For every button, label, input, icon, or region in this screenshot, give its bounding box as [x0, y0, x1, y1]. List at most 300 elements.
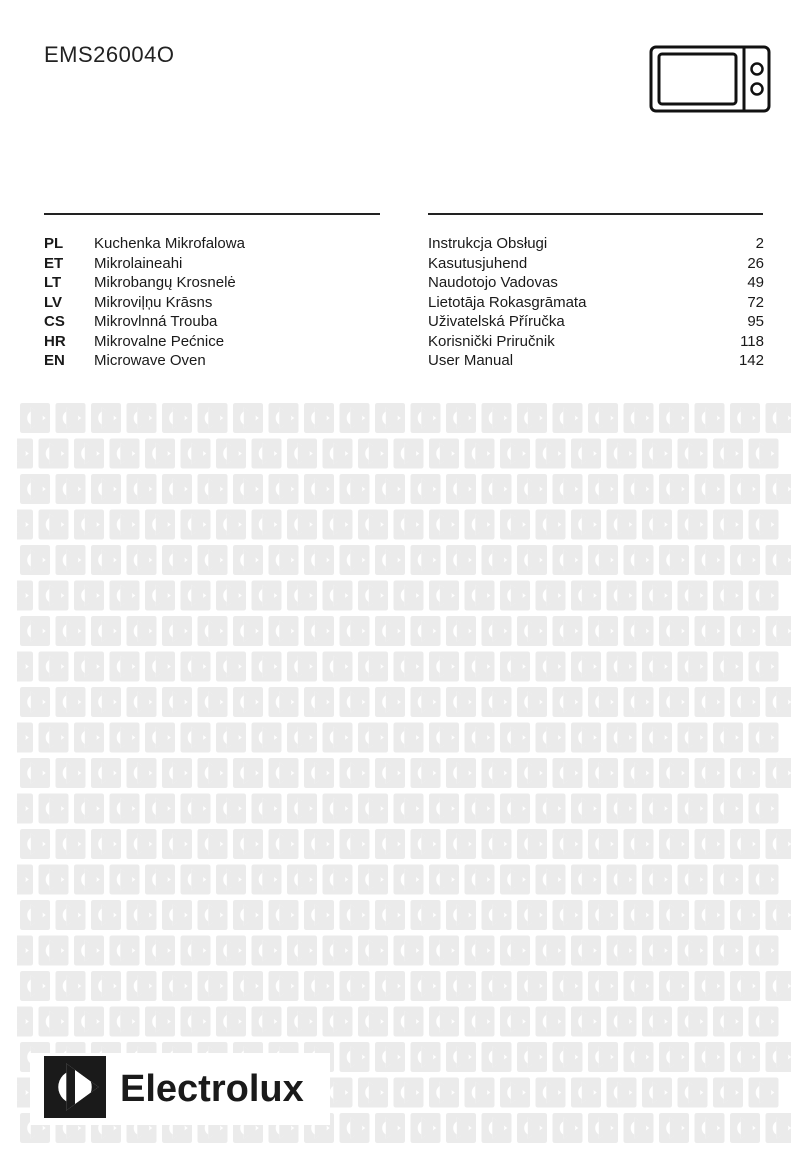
electrolux-symbol-icon [766, 1113, 792, 1143]
electrolux-symbol-icon [713, 936, 743, 966]
electrolux-symbol-icon [91, 829, 121, 859]
electrolux-symbol-icon [39, 439, 69, 469]
electrolux-symbol-icon [127, 474, 157, 504]
electrolux-symbol-icon [323, 581, 353, 611]
electrolux-symbol-icon [446, 758, 476, 788]
electrolux-symbol-icon [375, 616, 405, 646]
electrolux-symbol-icon [323, 936, 353, 966]
electrolux-symbol-icon [749, 439, 779, 469]
electrolux-symbol-icon [624, 687, 654, 717]
electrolux-symbol-icon [465, 794, 495, 824]
language-row [0, 351, 808, 371]
electrolux-symbol-icon [287, 581, 317, 611]
electrolux-symbol-icon [482, 403, 512, 433]
electrolux-symbol-icon [482, 1042, 512, 1072]
electrolux-symbol-icon [181, 723, 211, 753]
electrolux-symbol-icon [500, 1007, 530, 1037]
electrolux-symbol-icon [553, 758, 583, 788]
electrolux-symbol-icon [429, 510, 459, 540]
electrolux-symbol-icon [553, 403, 583, 433]
model-number: EMS26004O [44, 42, 175, 67]
electrolux-symbol-icon [500, 723, 530, 753]
electrolux-symbol-icon [588, 616, 618, 646]
electrolux-symbol-icon [624, 545, 654, 575]
electrolux-symbol-icon [642, 581, 672, 611]
electrolux-symbol-icon [162, 687, 192, 717]
electrolux-symbol-icon [749, 1007, 779, 1037]
electrolux-symbol-icon [340, 1042, 370, 1072]
electrolux-symbol-icon [39, 652, 69, 682]
electrolux-symbol-icon [358, 439, 388, 469]
electrolux-symbol-icon [216, 652, 246, 682]
electrolux-symbol-icon [624, 758, 654, 788]
electrolux-symbol-icon [446, 616, 476, 646]
electrolux-symbol-icon [713, 652, 743, 682]
language-table [0, 234, 808, 371]
electrolux-symbol-icon [588, 829, 618, 859]
electrolux-symbol-icon [749, 794, 779, 824]
electrolux-symbol-icon [571, 794, 601, 824]
electrolux-symbol-icon [465, 652, 495, 682]
electrolux-symbol-icon [678, 510, 708, 540]
electrolux-symbol-icon [446, 829, 476, 859]
electrolux-symbol-icon [145, 794, 175, 824]
electrolux-symbol-icon [20, 474, 50, 504]
electrolux-symbol-icon [482, 829, 512, 859]
electrolux-symbol-icon [749, 1078, 779, 1108]
electrolux-symbol-icon [713, 439, 743, 469]
electrolux-symbol-icon [287, 794, 317, 824]
appliance-name: Mikrolaineahi [94, 254, 183, 272]
electrolux-symbol-icon [642, 510, 672, 540]
electrolux-symbol-icon [766, 971, 792, 1001]
electrolux-symbol-icon [429, 439, 459, 469]
electrolux-symbol-icon [304, 403, 334, 433]
electrolux-symbol-icon [695, 545, 725, 575]
electrolux-symbol-icon [607, 510, 637, 540]
electrolux-symbol-icon [571, 865, 601, 895]
electrolux-symbol-icon [252, 936, 282, 966]
electrolux-symbol-icon [145, 652, 175, 682]
electrolux-symbol-icon [216, 723, 246, 753]
electrolux-symbol-icon [39, 865, 69, 895]
electrolux-symbol-icon [536, 936, 566, 966]
electrolux-symbol-icon [571, 652, 601, 682]
electrolux-symbol-icon [181, 439, 211, 469]
electrolux-symbol-icon [17, 1007, 33, 1037]
appliance-name: Mikrobangų Krosnelė [94, 274, 236, 291]
electrolux-symbol-icon [358, 936, 388, 966]
electrolux-symbol-icon [233, 403, 263, 433]
electrolux-symbol-icon [269, 900, 299, 930]
electrolux-symbol-icon [287, 1007, 317, 1037]
electrolux-symbol-icon [446, 900, 476, 930]
language-row [0, 234, 808, 254]
electrolux-symbol-icon [517, 1042, 547, 1072]
electrolux-symbol-icon [588, 900, 618, 930]
electrolux-symbol-icon [198, 474, 228, 504]
electrolux-symbol-icon [624, 474, 654, 504]
electrolux-symbol-icon [500, 1078, 530, 1108]
electrolux-symbol-icon [198, 758, 228, 788]
language-row [0, 273, 808, 293]
electrolux-symbol-icon [110, 723, 140, 753]
electrolux-symbol-icon [482, 474, 512, 504]
electrolux-symbol-icon [304, 758, 334, 788]
electrolux-symbol-icon [304, 474, 334, 504]
electrolux-symbol-icon [162, 403, 192, 433]
manual-title: User Manual [428, 352, 514, 369]
electrolux-symbol-icon [198, 900, 228, 930]
electrolux-symbol-icon [766, 616, 792, 646]
electrolux-symbol-icon [678, 581, 708, 611]
electrolux-symbol-icon [91, 687, 121, 717]
language-code: LV [44, 293, 63, 311]
electrolux-symbol-icon [74, 1007, 104, 1037]
electrolux-symbol-icon [110, 865, 140, 895]
electrolux-symbol-icon [571, 1078, 601, 1108]
electrolux-symbol-icon [91, 545, 121, 575]
electrolux-symbol-icon [678, 1007, 708, 1037]
electrolux-symbol-icon [500, 794, 530, 824]
electrolux-symbol-icon [358, 723, 388, 753]
electrolux-symbol-icon [20, 545, 50, 575]
electrolux-symbol-icon [56, 758, 86, 788]
electrolux-symbol-icon [411, 545, 441, 575]
electrolux-symbol-icon [304, 616, 334, 646]
electrolux-symbol-icon [394, 581, 424, 611]
electrolux-symbol-icon [695, 829, 725, 859]
electrolux-symbol-icon [323, 1007, 353, 1037]
language-code: LT [44, 274, 62, 291]
electrolux-symbol-icon [269, 616, 299, 646]
electrolux-symbol-icon [553, 545, 583, 575]
electrolux-symbol-icon [429, 794, 459, 824]
electrolux-symbol-icon [323, 723, 353, 753]
electrolux-symbol-icon [375, 1042, 405, 1072]
electrolux-symbol-icon [198, 616, 228, 646]
electrolux-symbol-icon [588, 474, 618, 504]
electrolux-symbol-icon [340, 829, 370, 859]
electrolux-symbol-icon [588, 403, 618, 433]
electrolux-symbol-icon [411, 687, 441, 717]
electrolux-symbol-icon [56, 829, 86, 859]
electrolux-symbol-icon [624, 616, 654, 646]
electrolux-symbol-icon [74, 510, 104, 540]
electrolux-symbol-icon [749, 510, 779, 540]
electrolux-symbol-icon [588, 545, 618, 575]
electrolux-symbol-icon [766, 687, 792, 717]
electrolux-symbol-icon [642, 652, 672, 682]
electrolux-symbol-icon [446, 687, 476, 717]
electrolux-symbol-icon [695, 403, 725, 433]
electrolux-symbol-icon [20, 758, 50, 788]
electrolux-symbol-icon [323, 510, 353, 540]
electrolux-symbol-icon [766, 403, 792, 433]
electrolux-symbol-icon [304, 545, 334, 575]
electrolux-symbol-icon [269, 758, 299, 788]
electrolux-symbol-icon [624, 829, 654, 859]
electrolux-symbol-icon [659, 474, 689, 504]
electrolux-symbol-icon [730, 403, 760, 433]
electrolux-symbol-icon [766, 758, 792, 788]
electrolux-symbol-icon [588, 971, 618, 1001]
electrolux-symbol-icon [695, 474, 725, 504]
electrolux-symbol-icon [766, 900, 792, 930]
electrolux-symbol-icon [642, 1007, 672, 1037]
manual-title: Lietotāja Rokasgrāmata [428, 293, 587, 311]
electrolux-symbol-icon [517, 1113, 547, 1143]
manual-title: Instrukcja Obsługi [428, 235, 548, 252]
electrolux-symbol-icon [110, 439, 140, 469]
electrolux-symbol-icon [695, 1113, 725, 1143]
electrolux-symbol-icon [181, 1007, 211, 1037]
electrolux-symbol-icon [517, 474, 547, 504]
electrolux-symbol-icon [74, 865, 104, 895]
electrolux-symbol-icon [517, 900, 547, 930]
electrolux-symbol-icon [323, 652, 353, 682]
electrolux-symbol-icon [553, 1042, 583, 1072]
electrolux-symbol-icon [713, 581, 743, 611]
electrolux-symbol-icon [607, 794, 637, 824]
language-code: HR [44, 332, 66, 350]
electrolux-symbol-icon [607, 723, 637, 753]
electrolux-symbol-icon [287, 936, 317, 966]
electrolux-symbol-icon [465, 1078, 495, 1108]
electrolux-symbol-icon [482, 900, 512, 930]
electrolux-symbol-icon [233, 616, 263, 646]
electrolux-symbol-icon [233, 758, 263, 788]
electrolux-symbol-icon [340, 616, 370, 646]
electrolux-symbol-icon [340, 687, 370, 717]
appliance-name: Microwave Oven [94, 352, 206, 369]
manual-title: Naudotojo Vadovas [428, 274, 558, 291]
electrolux-symbol-icon [394, 723, 424, 753]
electrolux-symbol-icon [517, 971, 547, 1001]
manual-title: Uživatelská Příručka [428, 313, 565, 330]
electrolux-symbol-icon [74, 723, 104, 753]
electrolux-symbol-icon [536, 865, 566, 895]
electrolux-symbol-icon [340, 900, 370, 930]
electrolux-symbol-icon [713, 723, 743, 753]
electrolux-symbol-icon [110, 1007, 140, 1037]
language-code: ET [44, 254, 64, 272]
electrolux-symbol-icon [358, 1078, 388, 1108]
electrolux-symbol-icon [252, 652, 282, 682]
electrolux-symbol-icon [642, 794, 672, 824]
electrolux-symbol-icon [553, 1113, 583, 1143]
page-number: 118 [740, 332, 764, 350]
electrolux-symbol-icon [252, 510, 282, 540]
electrolux-symbol-icon [127, 758, 157, 788]
electrolux-symbol-icon [624, 900, 654, 930]
electrolux-symbol-icon [17, 652, 33, 682]
electrolux-symbol-icon [766, 474, 792, 504]
electrolux-symbol-icon [216, 581, 246, 611]
electrolux-symbol-icon [394, 439, 424, 469]
electrolux-symbol-icon [358, 1007, 388, 1037]
electrolux-symbol-icon [659, 545, 689, 575]
electrolux-symbol-icon [127, 687, 157, 717]
electrolux-symbol-icon [127, 900, 157, 930]
electrolux-symbol-icon [713, 510, 743, 540]
electrolux-symbol-icon [411, 900, 441, 930]
electrolux-symbol-icon [749, 936, 779, 966]
electrolux-symbol-icon [553, 474, 583, 504]
electrolux-symbol-icon [394, 510, 424, 540]
language-row [0, 332, 808, 352]
page-number: 2 [755, 235, 764, 252]
electrolux-symbol-icon [411, 1113, 441, 1143]
electrolux-symbol-icon [730, 971, 760, 1001]
electrolux-symbol-icon [394, 652, 424, 682]
electrolux-symbol-icon [553, 971, 583, 1001]
electrolux-symbol-icon [642, 865, 672, 895]
electrolux-symbol-icon [446, 474, 476, 504]
electrolux-symbol-icon [517, 829, 547, 859]
electrolux-symbol-icon [56, 687, 86, 717]
electrolux-symbol-icon [411, 971, 441, 1001]
electrolux-symbol-icon [642, 723, 672, 753]
brand-name: Electrolux [120, 1067, 304, 1110]
electrolux-symbol-icon [162, 900, 192, 930]
appliance-name: Kuchenka Mikrofalowa [94, 235, 245, 252]
electrolux-symbol-icon [181, 581, 211, 611]
electrolux-symbol-icon [269, 829, 299, 859]
electrolux-symbol-icon [145, 581, 175, 611]
electrolux-symbol-icon [659, 829, 689, 859]
appliance-name: Mikrovalne Pećnice [94, 332, 225, 350]
electrolux-symbol-icon [127, 616, 157, 646]
electrolux-symbol-icon [695, 687, 725, 717]
electrolux-symbol-icon [216, 936, 246, 966]
electrolux-symbol-icon [17, 936, 33, 966]
electrolux-symbol-icon [181, 652, 211, 682]
electrolux-symbol-icon [411, 829, 441, 859]
electrolux-symbol-icon [110, 794, 140, 824]
appliance-name: Mikroviļņu Krāsns [94, 293, 213, 311]
electrolux-symbol-icon [233, 829, 263, 859]
electrolux-symbol-icon [465, 936, 495, 966]
electrolux-symbol-icon [482, 758, 512, 788]
electrolux-symbol-icon [252, 723, 282, 753]
electrolux-symbol-icon [340, 545, 370, 575]
electrolux-symbol-icon [20, 829, 50, 859]
electrolux-symbol-icon [571, 723, 601, 753]
electrolux-symbol-icon [730, 545, 760, 575]
electrolux-symbol-icon [571, 936, 601, 966]
electrolux-symbol-icon [766, 1042, 792, 1072]
electrolux-symbol-icon [536, 652, 566, 682]
electrolux-symbol-icon [181, 510, 211, 540]
electrolux-symbol-icon [233, 971, 263, 1001]
electrolux-symbol-icon [659, 1113, 689, 1143]
electrolux-symbol-icon [252, 581, 282, 611]
electrolux-symbol-icon [659, 758, 689, 788]
electrolux-symbol-icon [17, 581, 33, 611]
electrolux-symbol-icon [17, 510, 33, 540]
electrolux-symbol-icon [678, 794, 708, 824]
electrolux-symbol-icon [749, 652, 779, 682]
electrolux-symbol-icon [287, 652, 317, 682]
electrolux-symbol-icon [20, 971, 50, 1001]
electrolux-symbol-icon [216, 1007, 246, 1037]
electrolux-symbol-icon [517, 403, 547, 433]
electrolux-symbol-icon [695, 971, 725, 1001]
electrolux-symbol-icon [74, 581, 104, 611]
electrolux-symbol-icon [642, 439, 672, 469]
divider-left [44, 213, 380, 215]
electrolux-symbol-icon [252, 794, 282, 824]
electrolux-symbol-icon [340, 403, 370, 433]
electrolux-symbol-icon [465, 865, 495, 895]
electrolux-symbol-icon [553, 687, 583, 717]
electrolux-symbol-icon [287, 865, 317, 895]
electrolux-symbol-icon [482, 971, 512, 1001]
electrolux-symbol-icon [145, 936, 175, 966]
electrolux-symbol-icon [659, 971, 689, 1001]
electrolux-symbol-icon [233, 474, 263, 504]
electrolux-symbol-icon [269, 545, 299, 575]
page-number: 26 [747, 254, 764, 272]
electrolux-symbol-icon [39, 1007, 69, 1037]
electrolux-symbol-icon [74, 794, 104, 824]
electrolux-symbol-icon [110, 510, 140, 540]
electrolux-symbol-icon [269, 403, 299, 433]
electrolux-symbol-icon [517, 687, 547, 717]
electrolux-symbol-icon [304, 971, 334, 1001]
language-row [0, 254, 808, 274]
electrolux-symbol-icon [446, 1113, 476, 1143]
electrolux-symbol-icon [465, 439, 495, 469]
electrolux-symbol-icon [429, 1078, 459, 1108]
electrolux-symbol-icon [358, 581, 388, 611]
electrolux-symbol-icon [17, 794, 33, 824]
electrolux-symbol-icon [659, 900, 689, 930]
electrolux-symbol-icon [517, 616, 547, 646]
electrolux-symbol-icon [713, 794, 743, 824]
electrolux-symbol-icon [145, 1007, 175, 1037]
electrolux-symbol-icon [536, 581, 566, 611]
electrolux-symbol-icon [252, 439, 282, 469]
electrolux-symbol-icon [411, 403, 441, 433]
electrolux-symbol-icon [394, 865, 424, 895]
electrolux-symbol-icon [358, 865, 388, 895]
electrolux-symbol-icon [233, 900, 263, 930]
electrolux-symbol-icon [39, 794, 69, 824]
electrolux-symbol-icon [730, 1042, 760, 1072]
electrolux-logo-icon [44, 1056, 106, 1123]
electrolux-symbol-icon [500, 581, 530, 611]
electrolux-symbol-icon [56, 545, 86, 575]
electrolux-symbol-icon [110, 652, 140, 682]
electrolux-symbol-icon [269, 687, 299, 717]
electrolux-symbol-icon [429, 865, 459, 895]
electrolux-symbol-icon [181, 865, 211, 895]
electrolux-symbol-icon [198, 403, 228, 433]
electrolux-symbol-icon [730, 616, 760, 646]
electrolux-symbol-icon [110, 581, 140, 611]
electrolux-symbol-icon [624, 1042, 654, 1072]
electrolux-symbol-icon [162, 758, 192, 788]
electrolux-symbol-icon [145, 865, 175, 895]
electrolux-symbol-icon [394, 1007, 424, 1037]
electrolux-symbol-icon [713, 865, 743, 895]
electrolux-symbol-icon [678, 936, 708, 966]
electrolux-symbol-icon [659, 403, 689, 433]
electrolux-symbol-icon [749, 865, 779, 895]
electrolux-symbol-icon [145, 510, 175, 540]
